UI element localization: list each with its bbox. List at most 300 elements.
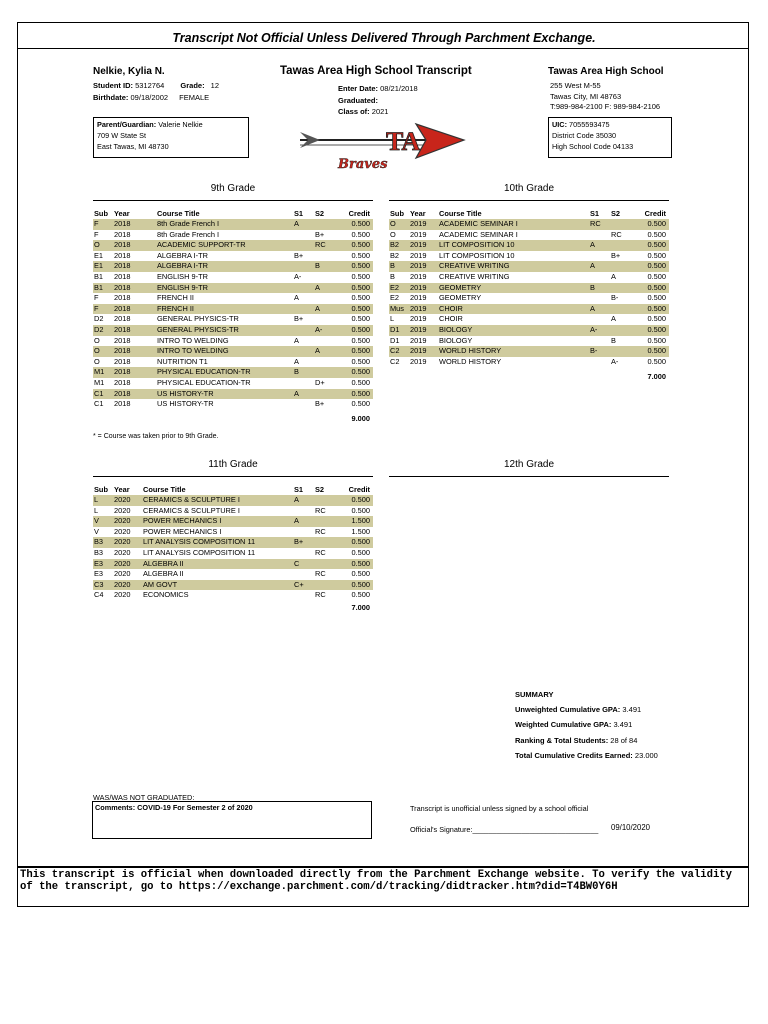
cell-sub: C2 bbox=[389, 346, 409, 357]
cell-credit: 0.500 bbox=[338, 261, 373, 272]
cell-s1 bbox=[293, 548, 314, 559]
col-sub: Sub bbox=[94, 209, 108, 218]
course-row bbox=[389, 261, 669, 272]
weighted-gpa: 3.491 bbox=[613, 720, 633, 729]
school-logo-arrow bbox=[298, 118, 468, 173]
cell-title: GEOMETRY bbox=[438, 283, 589, 294]
cell-credit: 0.500 bbox=[634, 283, 669, 294]
cell-sub: E2 bbox=[389, 283, 409, 294]
cell-s1: B+ bbox=[294, 250, 304, 260]
cell-sub: D2 bbox=[94, 314, 104, 324]
cell-title: GEOMETRY bbox=[439, 293, 482, 303]
grade11-total: 7.000 bbox=[351, 603, 370, 612]
grade9-total: 9.000 bbox=[351, 414, 370, 423]
high-school-code: High School Code 04133 bbox=[552, 142, 634, 151]
cell-credit: 0.500 bbox=[338, 325, 373, 336]
cell-s1 bbox=[293, 506, 314, 517]
cell-credit: 0.500 bbox=[647, 250, 666, 260]
cell-sub: V bbox=[93, 516, 113, 527]
col-s2: S2 bbox=[315, 485, 325, 494]
banner-divider bbox=[17, 48, 749, 49]
cell-s2: B+ bbox=[315, 229, 325, 239]
course-row bbox=[93, 516, 373, 527]
cell-title: BIOLOGY bbox=[438, 325, 589, 336]
cell-year: 2018 bbox=[113, 367, 156, 378]
cell-s2: RC bbox=[314, 240, 338, 251]
cell-credit: 0.500 bbox=[647, 314, 666, 324]
comments-text: Comments: COVID-19 For Semester 2 of 2020 bbox=[95, 803, 253, 812]
cell-s2 bbox=[314, 516, 338, 527]
cell-s1: A bbox=[293, 219, 314, 230]
course-row bbox=[389, 336, 669, 347]
cell-title: CREATIVE WRITING bbox=[439, 271, 510, 281]
course-row bbox=[93, 325, 373, 336]
ranking: 28 of 84 bbox=[610, 736, 638, 745]
cell-s2: D+ bbox=[315, 377, 325, 387]
cell-title: WORLD HISTORY bbox=[438, 346, 589, 357]
cell-credit: 0.500 bbox=[634, 219, 669, 230]
cell-s1: B- bbox=[589, 346, 610, 357]
cell-credit: 0.500 bbox=[647, 335, 666, 345]
cell-s1: B bbox=[293, 367, 314, 378]
cell-year: 2018 bbox=[114, 377, 131, 387]
cell-title: ACADEMIC SEMINAR I bbox=[438, 219, 589, 230]
cell-s2 bbox=[314, 293, 338, 304]
cell-s2: B bbox=[314, 261, 338, 272]
cell-year: 2020 bbox=[114, 590, 131, 600]
cell-sub: F bbox=[94, 293, 99, 303]
cell-year: 2018 bbox=[114, 399, 131, 409]
cell-s1: B bbox=[589, 283, 610, 294]
cell-sub: B3 bbox=[93, 537, 113, 548]
school-phone: T:989-984-2100 F: 989-984-2106 bbox=[550, 102, 661, 111]
cell-year: 2019 bbox=[409, 346, 438, 357]
cell-s1 bbox=[589, 314, 610, 325]
cell-title: PHYSICAL EDUCATION-TR bbox=[156, 367, 293, 378]
ranking-label: Ranking & Total Students: bbox=[515, 736, 609, 745]
col-s2: S2 bbox=[611, 209, 621, 218]
cell-year: 2018 bbox=[113, 304, 156, 315]
school-address-line2: Tawas City, MI 48763 bbox=[550, 91, 622, 101]
grade12-header: 12th Grade bbox=[503, 459, 555, 470]
cell-credit: 0.500 bbox=[647, 356, 666, 366]
cell-s2: RC bbox=[315, 526, 326, 536]
cell-title: CREATIVE WRITING bbox=[438, 261, 589, 272]
cell-sub: D1 bbox=[390, 335, 400, 345]
enter-date-label: Enter Date: bbox=[338, 84, 379, 93]
col-year: Year bbox=[114, 209, 130, 218]
cell-credit: 0.500 bbox=[338, 346, 373, 357]
cell-s1 bbox=[293, 346, 314, 357]
cell-s2: A- bbox=[611, 356, 619, 366]
footer-divider bbox=[17, 866, 749, 868]
cell-s1: A- bbox=[294, 271, 302, 281]
cell-s1: A bbox=[293, 516, 314, 527]
col-credit: Credit bbox=[348, 209, 370, 218]
course-row bbox=[93, 399, 373, 410]
cell-s1 bbox=[589, 251, 610, 262]
cell-credit: 0.500 bbox=[351, 314, 370, 324]
cell-credit: 0.500 bbox=[351, 377, 370, 387]
cell-s2 bbox=[610, 240, 634, 251]
cell-sub: B1 bbox=[93, 283, 113, 294]
guardian-name: Valerie Nelkie bbox=[158, 120, 203, 129]
cell-title: GENERAL PHYSICS-TR bbox=[156, 325, 293, 336]
summary-weighted bbox=[515, 720, 632, 729]
cell-sub: L bbox=[93, 495, 113, 506]
cell-year: 2019 bbox=[409, 261, 438, 272]
birthdate-label: Birthdate: bbox=[93, 93, 129, 102]
cell-sub: O bbox=[94, 356, 100, 366]
cell-credit: 1.500 bbox=[351, 526, 370, 536]
course-row bbox=[93, 293, 373, 304]
cell-sub: C3 bbox=[93, 580, 113, 591]
table-header-row bbox=[93, 485, 373, 495]
cell-year: 2018 bbox=[113, 240, 156, 251]
col-sub: Sub bbox=[390, 209, 404, 218]
district-code: District Code 35030 bbox=[552, 131, 617, 140]
cell-s2 bbox=[314, 537, 338, 548]
cell-sub: E3 bbox=[93, 559, 113, 570]
cell-s2 bbox=[314, 336, 338, 347]
cell-s1: A bbox=[294, 356, 299, 366]
cell-sub: D2 bbox=[93, 325, 113, 336]
cell-title: US HISTORY-TR bbox=[156, 389, 293, 400]
col-sub: Sub bbox=[94, 485, 108, 494]
cell-s2 bbox=[314, 314, 338, 325]
total-credits-label: Total Cumulative Credits Earned: bbox=[515, 751, 633, 760]
cell-s1 bbox=[293, 325, 314, 336]
cell-sub: F bbox=[94, 229, 99, 239]
unofficial-note: Transcript is unofficial unless signed by a school official bbox=[410, 804, 589, 813]
student-id: 5312764 bbox=[135, 81, 165, 90]
course-row bbox=[93, 580, 373, 591]
cell-credit: 0.500 bbox=[634, 346, 669, 357]
course-row bbox=[389, 325, 669, 336]
course-row bbox=[93, 537, 373, 548]
col-year: Year bbox=[410, 209, 426, 218]
cell-credit: 0.500 bbox=[338, 495, 373, 506]
cell-sub: E3 bbox=[94, 569, 104, 579]
cell-year: 2018 bbox=[113, 219, 156, 230]
cell-s1 bbox=[589, 272, 610, 283]
cell-s2: RC bbox=[315, 590, 326, 600]
cell-s2: RC bbox=[315, 547, 326, 557]
cell-year: 2018 bbox=[114, 314, 131, 324]
class-of: 2021 bbox=[371, 107, 389, 116]
grade9-table bbox=[93, 209, 373, 410]
cell-s1 bbox=[293, 399, 314, 410]
cell-year: 2018 bbox=[113, 283, 156, 294]
cell-title: 8th Grade French I bbox=[156, 219, 293, 230]
cell-sub: B2 bbox=[389, 240, 409, 251]
cell-credit: 0.500 bbox=[647, 271, 666, 281]
cell-title: CERAMICS & SCULPTURE I bbox=[143, 505, 240, 515]
signature-line: Official's Signature:_______________________________ bbox=[410, 825, 599, 834]
course-row bbox=[93, 261, 373, 272]
cell-title: LIT ANALYSIS COMPOSITION 11 bbox=[143, 547, 256, 557]
course-row bbox=[93, 527, 373, 538]
weighted-gpa-label: Weighted Cumulative GPA: bbox=[515, 720, 612, 729]
course-row bbox=[389, 219, 669, 230]
cell-credit: 0.500 bbox=[351, 547, 370, 557]
cell-year: 2019 bbox=[409, 304, 438, 315]
course-row bbox=[93, 314, 373, 325]
cell-year: 2019 bbox=[409, 240, 438, 251]
course-row bbox=[93, 336, 373, 347]
cell-year: 2018 bbox=[114, 335, 131, 345]
cell-title: US HISTORY-TR bbox=[157, 399, 214, 409]
graduated-label: Graduated: bbox=[338, 96, 379, 105]
cell-title: ACADEMIC SUPPORT-TR bbox=[156, 240, 293, 251]
course-row bbox=[93, 272, 373, 283]
cell-s1: A bbox=[293, 495, 314, 506]
cell-credit: 0.500 bbox=[351, 399, 370, 409]
cell-s1: A- bbox=[589, 325, 610, 336]
summary-credits bbox=[515, 751, 658, 760]
cell-s2: A bbox=[314, 346, 338, 357]
course-row bbox=[93, 590, 373, 601]
course-row bbox=[93, 367, 373, 378]
cell-title: ALGEBRA I-TR bbox=[157, 250, 208, 260]
cell-sub: Mus bbox=[389, 304, 409, 315]
cell-s2 bbox=[314, 559, 338, 570]
cell-s1: A bbox=[293, 389, 314, 400]
unofficial-banner: Transcript Not Official Unless Delivered Through Parchment Exchange. bbox=[172, 31, 596, 45]
birthdate-row bbox=[93, 93, 209, 102]
col-s1: S1 bbox=[294, 485, 304, 494]
cell-credit: 0.500 bbox=[351, 569, 370, 579]
student-id-label: Student ID: bbox=[93, 81, 133, 90]
cell-sub: E1 bbox=[94, 250, 104, 260]
cell-s2: A bbox=[611, 271, 616, 281]
cell-s1: B+ bbox=[293, 537, 314, 548]
cell-year: 2020 bbox=[114, 569, 131, 579]
cell-s1 bbox=[293, 590, 314, 601]
cell-s2: A bbox=[611, 314, 616, 324]
logo-letters: TA bbox=[386, 127, 421, 156]
cell-title: FRENCH II bbox=[157, 293, 194, 303]
cell-s1: A bbox=[589, 261, 610, 272]
col-year: Year bbox=[114, 485, 130, 494]
unweighted-gpa: 3.491 bbox=[622, 705, 642, 714]
cell-s2: RC bbox=[315, 569, 326, 579]
cell-sub: F bbox=[93, 219, 113, 230]
course-row bbox=[93, 357, 373, 368]
guardian-label: Parent/Guardian: bbox=[97, 120, 157, 129]
cell-year: 2018 bbox=[113, 325, 156, 336]
cell-title: LIT COMPOSITION 10 bbox=[438, 240, 589, 251]
cell-sub: B bbox=[390, 271, 395, 281]
course-row bbox=[389, 357, 669, 368]
cell-year: 2020 bbox=[114, 505, 131, 515]
cell-s2 bbox=[610, 283, 634, 294]
cell-s1 bbox=[293, 240, 314, 251]
cell-credit: 0.500 bbox=[634, 304, 669, 315]
cell-s1 bbox=[293, 304, 314, 315]
birthdate: 09/18/2002 bbox=[130, 93, 169, 102]
cell-s2 bbox=[314, 357, 338, 368]
cell-s2: RC bbox=[611, 229, 622, 239]
guardian-address1: 709 W State St bbox=[97, 131, 147, 140]
grade12-divider bbox=[389, 476, 669, 477]
comments-box bbox=[92, 801, 372, 839]
cell-sub: B bbox=[389, 261, 409, 272]
cell-title: CHOIR bbox=[438, 304, 589, 315]
cell-s2: A bbox=[314, 304, 338, 315]
cell-year: 2019 bbox=[410, 271, 427, 281]
cell-sub: B3 bbox=[94, 547, 104, 557]
cell-sub: F bbox=[93, 304, 113, 315]
cell-s1: A bbox=[589, 240, 610, 251]
cell-credit: 0.500 bbox=[351, 293, 370, 303]
cell-s2 bbox=[610, 304, 634, 315]
course-row bbox=[93, 346, 373, 357]
cell-credit: 0.500 bbox=[338, 240, 373, 251]
cell-year: 2019 bbox=[410, 314, 427, 324]
cell-year: 2020 bbox=[113, 516, 142, 527]
cell-year: 2018 bbox=[114, 229, 131, 239]
cell-sub: C2 bbox=[390, 356, 400, 366]
cell-credit: 0.500 bbox=[338, 537, 373, 548]
school-address-line1: 255 West M-55 bbox=[550, 81, 601, 90]
grade-label: Grade: bbox=[180, 81, 205, 90]
grade10-header: 10th Grade bbox=[503, 183, 555, 194]
col-title: Course Title bbox=[439, 209, 482, 218]
cell-credit: 1.500 bbox=[338, 516, 373, 527]
grade9-note: * = Course was taken prior to 9th Grade. bbox=[93, 433, 219, 440]
cell-credit: 0.500 bbox=[647, 293, 666, 303]
cell-year: 2018 bbox=[113, 261, 156, 272]
student-id-row bbox=[93, 81, 219, 90]
cell-s1: B+ bbox=[294, 314, 304, 324]
cell-s1: C bbox=[293, 559, 314, 570]
cell-title: INTRO TO WELDING bbox=[156, 346, 293, 357]
cell-s1 bbox=[293, 569, 314, 580]
cell-sub: O bbox=[94, 335, 100, 345]
grade11-table bbox=[93, 485, 373, 601]
cell-credit: 0.500 bbox=[338, 580, 373, 591]
student-name: Nelkie, Kylia N. bbox=[93, 66, 165, 77]
cell-sub: O bbox=[93, 346, 113, 357]
course-row bbox=[93, 283, 373, 294]
total-credits: 23.000 bbox=[634, 751, 658, 760]
cell-title: GENERAL PHYSICS-TR bbox=[157, 314, 239, 324]
cell-title: CERAMICS & SCULPTURE I bbox=[142, 495, 293, 506]
cell-year: 2018 bbox=[113, 389, 156, 400]
enter-date: 08/21/2018 bbox=[380, 84, 418, 93]
cell-sub: D1 bbox=[389, 325, 409, 336]
course-row bbox=[389, 240, 669, 251]
course-row bbox=[389, 251, 669, 262]
cell-sub: L bbox=[94, 505, 99, 515]
course-row bbox=[93, 548, 373, 559]
cell-sub: V bbox=[94, 526, 99, 536]
gender: FEMALE bbox=[179, 93, 210, 102]
col-title: Course Title bbox=[143, 485, 186, 494]
cell-s2 bbox=[314, 219, 338, 230]
course-row bbox=[93, 251, 373, 262]
signature-date: 09/10/2020 bbox=[611, 823, 651, 832]
cell-title: INTRO TO WELDING bbox=[157, 335, 229, 345]
cell-sub: B1 bbox=[94, 271, 104, 281]
cell-year: 2019 bbox=[410, 229, 427, 239]
cell-sub: B2 bbox=[390, 250, 400, 260]
cell-s2 bbox=[314, 495, 338, 506]
grade9-divider bbox=[93, 200, 373, 201]
cell-credit: 0.500 bbox=[351, 590, 370, 600]
cell-s2 bbox=[610, 346, 634, 357]
course-row bbox=[93, 240, 373, 251]
cell-year: 2020 bbox=[114, 547, 131, 557]
cell-year: 2019 bbox=[410, 293, 427, 303]
cell-year: 2020 bbox=[113, 495, 142, 506]
cell-credit: 0.500 bbox=[338, 559, 373, 570]
cell-title: ACADEMIC SEMINAR I bbox=[439, 229, 518, 239]
grade-value: 12 bbox=[210, 81, 220, 90]
cell-year: 2018 bbox=[113, 346, 156, 357]
cell-s1: A bbox=[294, 293, 299, 303]
course-row bbox=[93, 304, 373, 315]
cell-year: 2018 bbox=[114, 250, 131, 260]
cell-s2: RC bbox=[315, 505, 326, 515]
cell-title: CHOIR bbox=[439, 314, 463, 324]
cell-s2 bbox=[314, 367, 338, 378]
cell-year: 2020 bbox=[113, 580, 142, 591]
uic: 7055593475 bbox=[569, 120, 610, 129]
cell-sub: O bbox=[93, 240, 113, 251]
cell-credit: 0.500 bbox=[351, 505, 370, 515]
cell-title: LIT COMPOSITION 10 bbox=[439, 250, 515, 260]
cell-year: 2018 bbox=[114, 271, 131, 281]
class-of-label: Class of: bbox=[338, 107, 370, 116]
cell-year: 2020 bbox=[113, 559, 142, 570]
school-name: Tawas Area High School bbox=[548, 66, 664, 77]
cell-year: 2019 bbox=[409, 219, 438, 230]
codes-box bbox=[548, 117, 672, 158]
cell-title: NUTRITION T1 bbox=[157, 356, 208, 366]
cell-s2 bbox=[610, 219, 634, 230]
cell-s1 bbox=[589, 230, 610, 241]
cell-title: POWER MECHANICS I bbox=[142, 516, 293, 527]
cell-sub: E1 bbox=[93, 261, 113, 272]
cell-title: ALGEBRA I-TR bbox=[156, 261, 293, 272]
uic-label: UIC: bbox=[552, 120, 567, 129]
cell-sub: E2 bbox=[390, 293, 400, 303]
was-graduated-label: WAS/WAS NOT GRADUATED: bbox=[93, 793, 195, 802]
cell-s2 bbox=[610, 325, 634, 336]
col-s2: S2 bbox=[315, 209, 325, 218]
course-row bbox=[93, 378, 373, 389]
guardian-box bbox=[93, 117, 249, 158]
course-row bbox=[93, 506, 373, 517]
cell-credit: 0.500 bbox=[351, 271, 370, 281]
cell-title: PHYSICAL EDUCATION-TR bbox=[157, 377, 251, 387]
grade10-divider bbox=[389, 200, 669, 201]
cell-sub: C4 bbox=[94, 590, 104, 600]
cell-s1 bbox=[293, 230, 314, 241]
grade11-header: 11th Grade bbox=[208, 459, 258, 470]
cell-title: 8th Grade French I bbox=[157, 229, 220, 239]
cell-credit: 0.500 bbox=[634, 325, 669, 336]
logo-script: Braves bbox=[338, 157, 388, 172]
cell-s1 bbox=[589, 293, 610, 304]
summary-unweighted bbox=[515, 705, 641, 714]
cell-credit: 0.500 bbox=[338, 283, 373, 294]
cell-s1: C+ bbox=[293, 580, 314, 591]
course-row bbox=[93, 389, 373, 400]
cell-credit: 0.500 bbox=[351, 250, 370, 260]
